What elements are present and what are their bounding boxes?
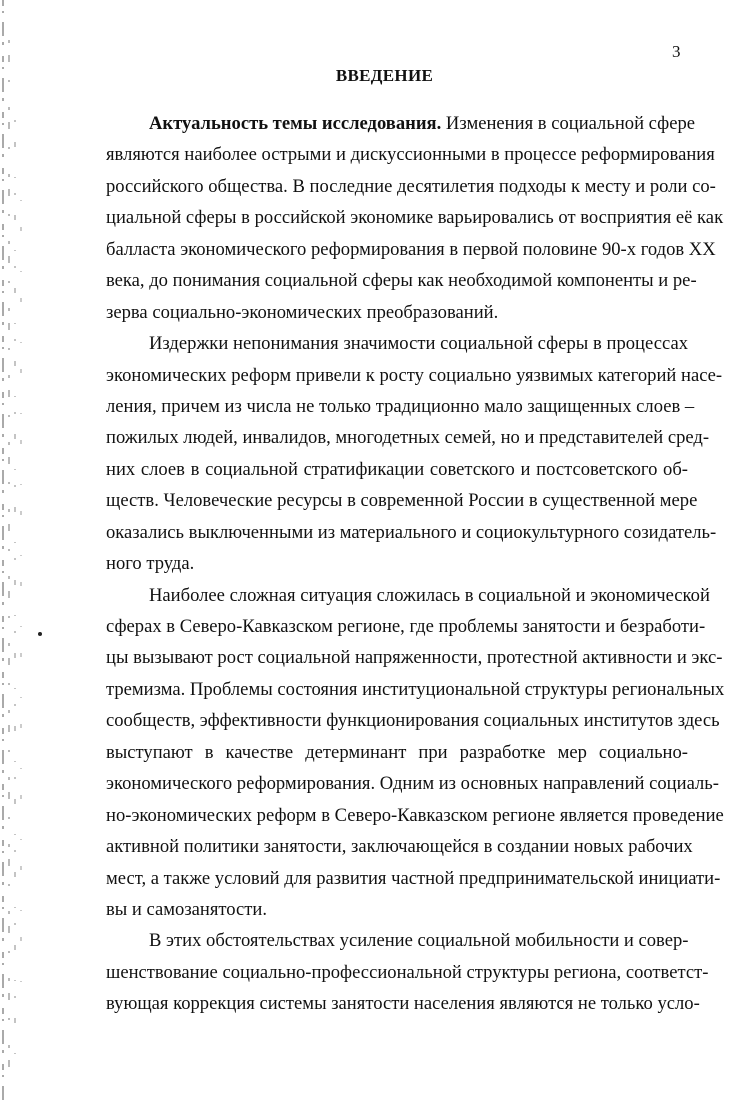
text-line: экономического реформирования. Одним из основных направлений социаль- [106, 773, 719, 795]
scan-edge-artifact [0, 0, 34, 1100]
text-line: циальной сферы в российской экономике варьировались от восприятия её как [106, 207, 724, 229]
text-line: являются наиболее острыми и дискуссионными в процессе реформирования [106, 144, 715, 166]
text-line: балласта экономического реформирования в первой половине 90-х годов XX [106, 238, 716, 260]
paragraph-2 [106, 328, 723, 580]
text-line: вующая коррекция системы занятости населения являются не только усло- [106, 993, 700, 1015]
text-line-rest: Изменения в социальной сфере [441, 113, 695, 134]
text-line: цы вызывают рост социальной напряженности, протестной активности и экс- [106, 647, 723, 669]
text-line: зерва социально-экономических преобразований. [106, 301, 499, 323]
text-line: но-экономических реформ в Северо-Кавказском регионе является проведение [106, 804, 724, 826]
paragraph-4 [106, 925, 709, 1019]
text-line: российского общества. В последние десятилетия подходы к месту и роли со- [106, 175, 716, 197]
text-line: них слоев в социальной стратификации советского и постсоветского об- [106, 458, 688, 480]
text-line: сферах в Северо-Кавказском регионе, где проблемы занятости и безработи- [106, 616, 706, 637]
text-line: оказались выключенными из материального и социокультурного созидатель- [106, 521, 717, 543]
page-title: ВВЕДЕНИЕ [335, 66, 434, 85]
body-text [106, 108, 725, 1020]
text-line: В этих обстоятельствах усиление социальной мобильности и совер- [149, 930, 689, 952]
text-line: ного труда. [106, 553, 195, 575]
page-number: 3 [672, 42, 681, 61]
text-line: выступают в качестве детерминант при разработке мер социально- [106, 741, 688, 763]
section-lead: Актуальность темы исследования. [149, 113, 442, 134]
text-line: вы и самозанятости. [106, 898, 268, 920]
text-line: Издержки непонимания значимости социальной сферы в процессах [149, 333, 688, 355]
text-line: века, до понимания социальной сферы как необходимой компоненты и ре- [106, 270, 697, 292]
paragraph-1 [106, 108, 724, 328]
text-line: активной политики занятости, заключающейся в создании новых рабочих [106, 836, 693, 858]
text-line: шенствование социально-профессиональной структуры региона, соответст- [106, 961, 709, 983]
text-line: сообществ, эффективности функционирования социальных институтов здесь [106, 710, 720, 732]
scan-speck [38, 632, 42, 636]
paragraph-3 [106, 580, 725, 926]
text-line [106, 108, 695, 139]
text-line: Наиболее сложная ситуация сложилась в социальной и экономической [149, 584, 710, 606]
text-line: экономических реформ привели к росту социально уязвимых категорий насе- [106, 364, 723, 386]
text-line: пожилых людей, инвалидов, многодетных семей, но и представителей сред- [106, 427, 710, 449]
text-line: ления, причем из числа не только традиционно мало защищенных слоев – [106, 395, 695, 417]
text-line: ществ. Человеческие ресурсы в современной России в существенной мере [106, 490, 698, 512]
text-line: тремизма. Проблемы состояния институциональной структуры региональных [106, 678, 725, 700]
text-line: мест, а также условий для развития частной предпринимательской инициати- [106, 867, 721, 889]
